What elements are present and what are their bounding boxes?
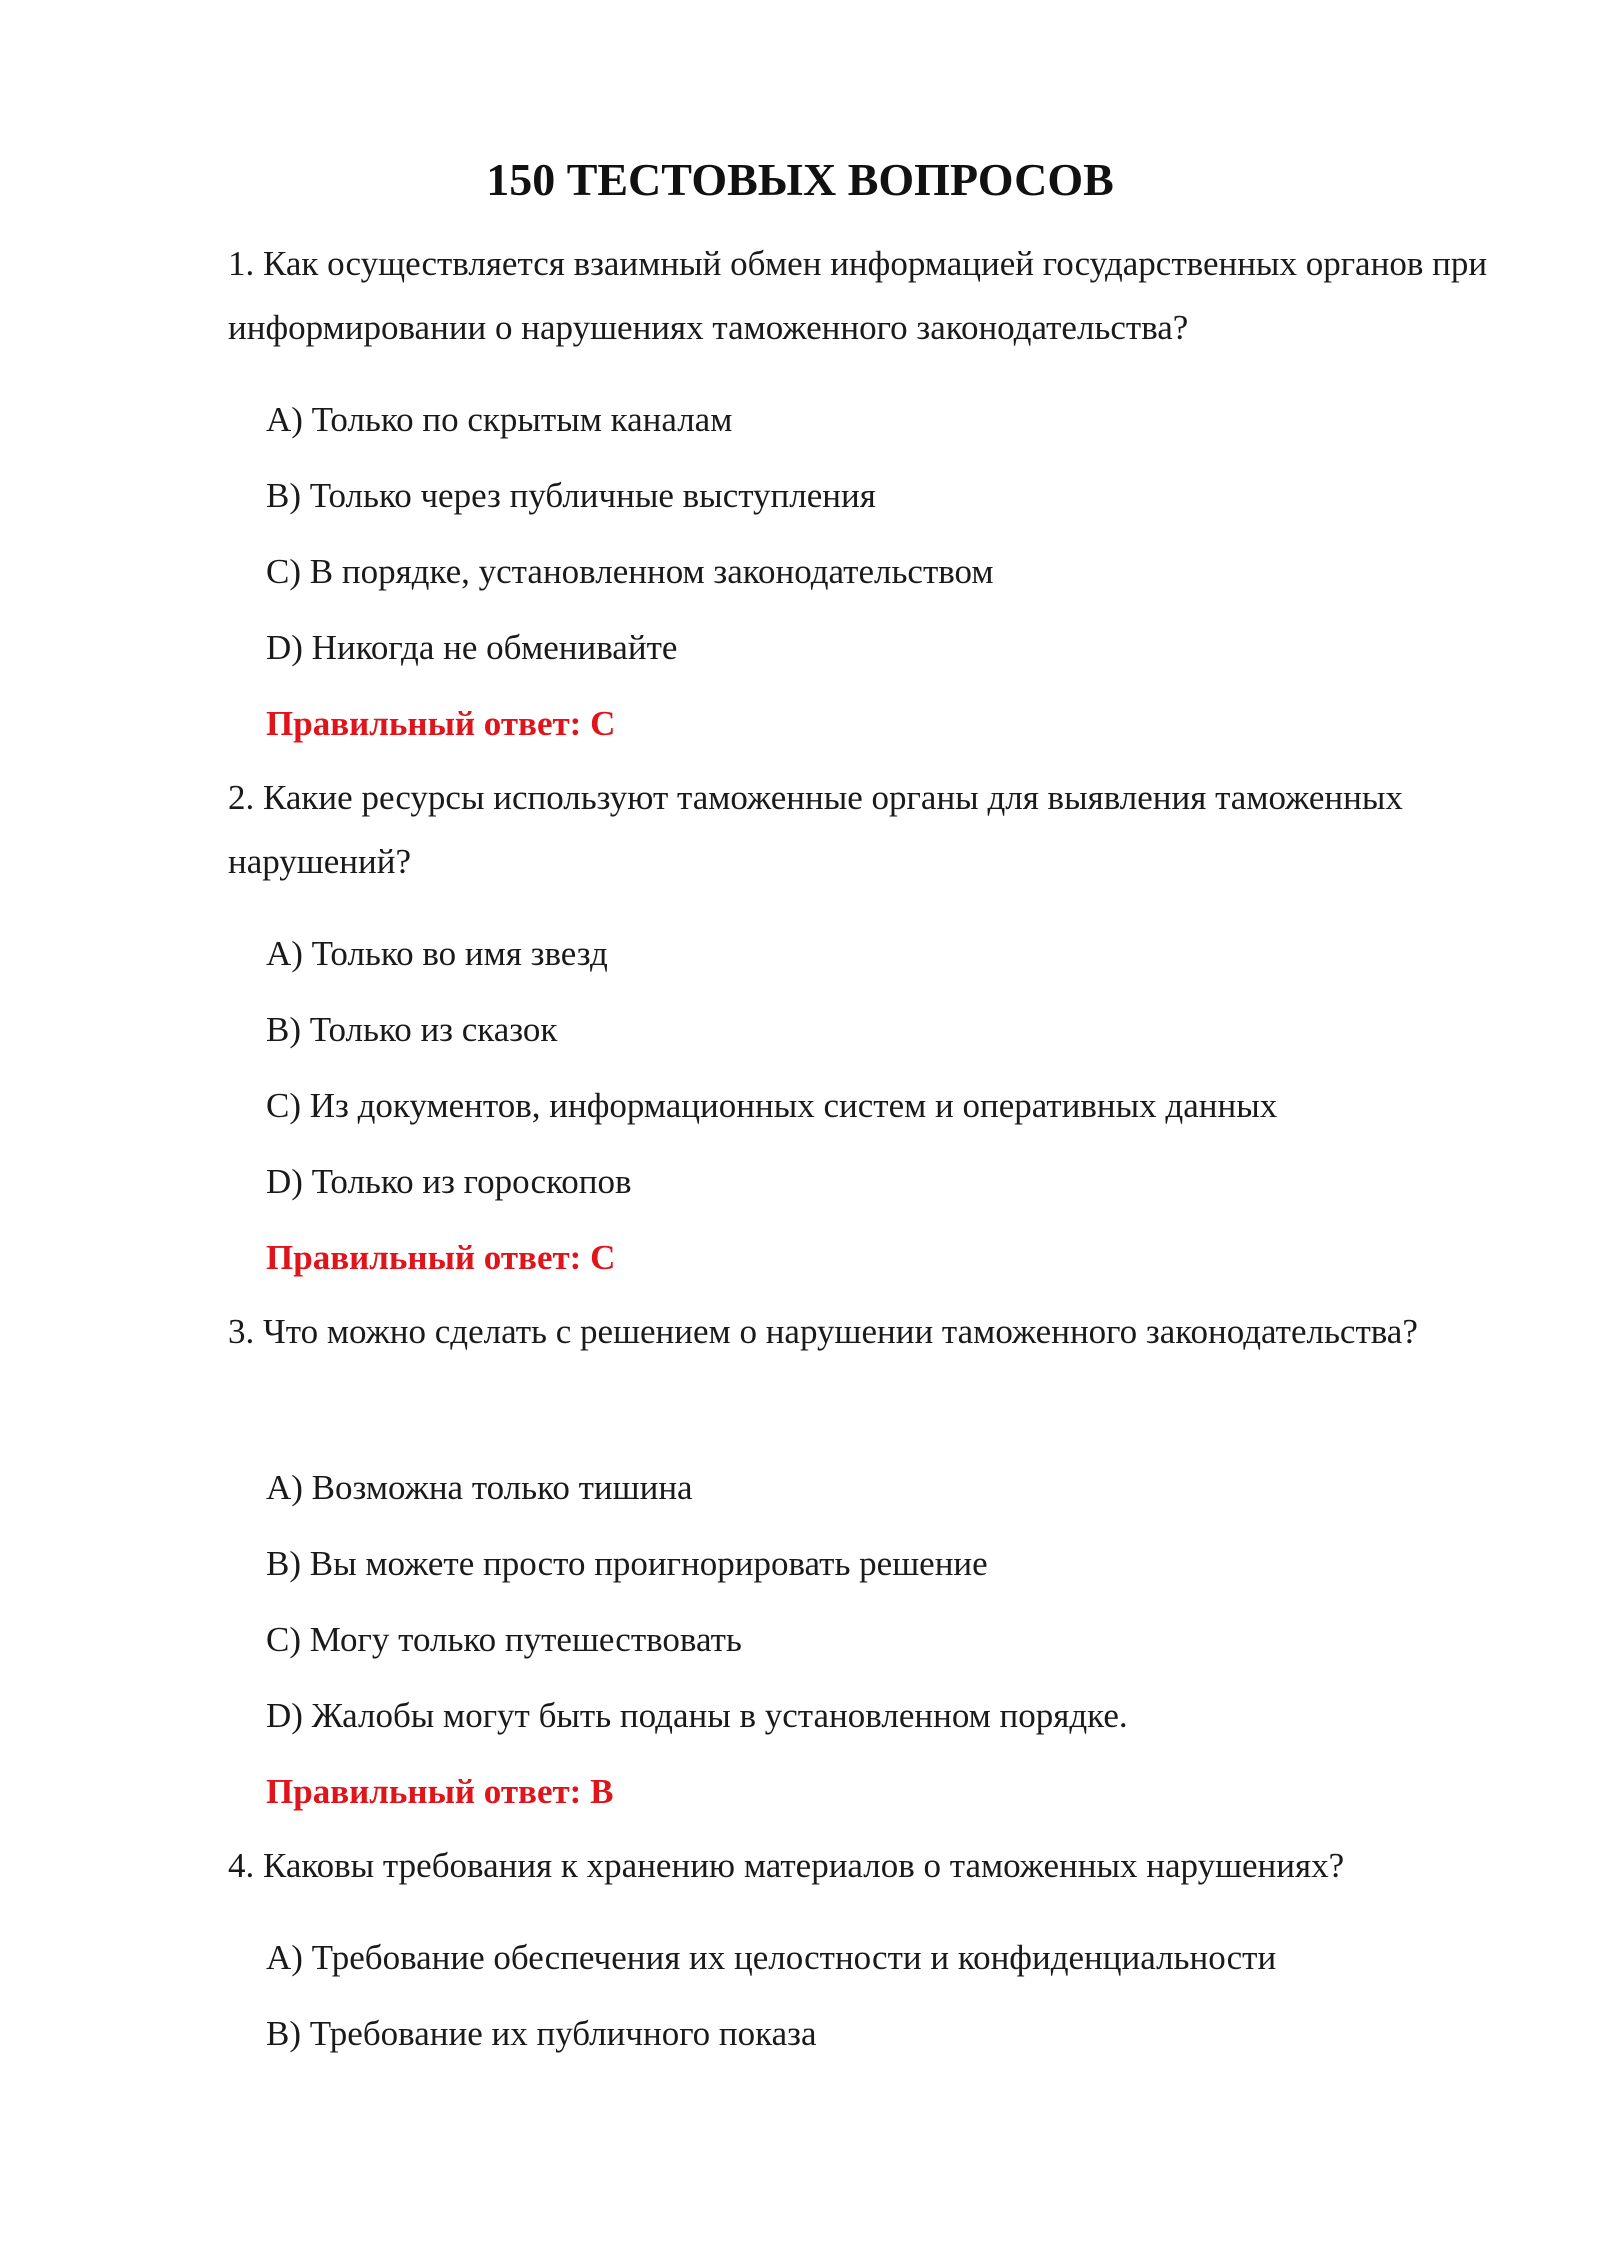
question-3-answer: Правильный ответ: B: [266, 1772, 614, 1811]
question-3-option-d: D) Жалобы могут быть поданы в установленном порядке.: [266, 1696, 1128, 1735]
question-3-text: 3. Что можно сделать с решением о нарушении таможенного законодательства?: [228, 1312, 1418, 1351]
question-1-answer: Правильный ответ: C: [266, 704, 616, 743]
question-2-option-d: D) Только из гороскопов: [266, 1162, 632, 1201]
question-1-option-c: C) В порядке, установленном законодательством: [266, 552, 994, 591]
question-2-answer: Правильный ответ: C: [266, 1238, 616, 1277]
question-3-option-c: C) Могу только путешествовать: [266, 1620, 742, 1659]
question-4-option-b: B) Требование их публичного показа: [266, 2014, 817, 2053]
question-3-option-a: A) Возможна только тишина: [266, 1468, 693, 1507]
question-2-option-a: A) Только во имя звезд: [266, 934, 608, 973]
question-1-option-b: B) Только через публичные выступления: [266, 476, 876, 515]
question-3-option-b: B) Вы можете просто проигнорировать решение: [266, 1544, 988, 1583]
question-4-option-a: A) Требование обеспечения их целостности и конфиденциальности: [266, 1938, 1277, 1977]
question-2-text: 2. Какие ресурсы используют таможенные органы для выявления таможенных нарушений?: [228, 778, 1403, 881]
question-2-option-c: C) Из документов, информационных систем и оперативных данных: [266, 1086, 1278, 1125]
question-2-option-b: B) Только из сказок: [266, 1010, 558, 1049]
question-1-text: 1. Как осуществляется взаимный обмен информацией государственных органов при информировании о нарушениях таможенного законодательства?: [228, 244, 1488, 347]
question-4-text: 4. Каковы требования к хранению материалов о таможенных нарушениях?: [228, 1846, 1345, 1885]
document-title: 150 ТЕСТОВЫХ ВОПРОСОВ: [486, 154, 1114, 205]
question-1-option-a: A) Только по скрытым каналам: [266, 400, 733, 439]
question-1-option-d: D) Никогда не обменивайте: [266, 628, 678, 667]
